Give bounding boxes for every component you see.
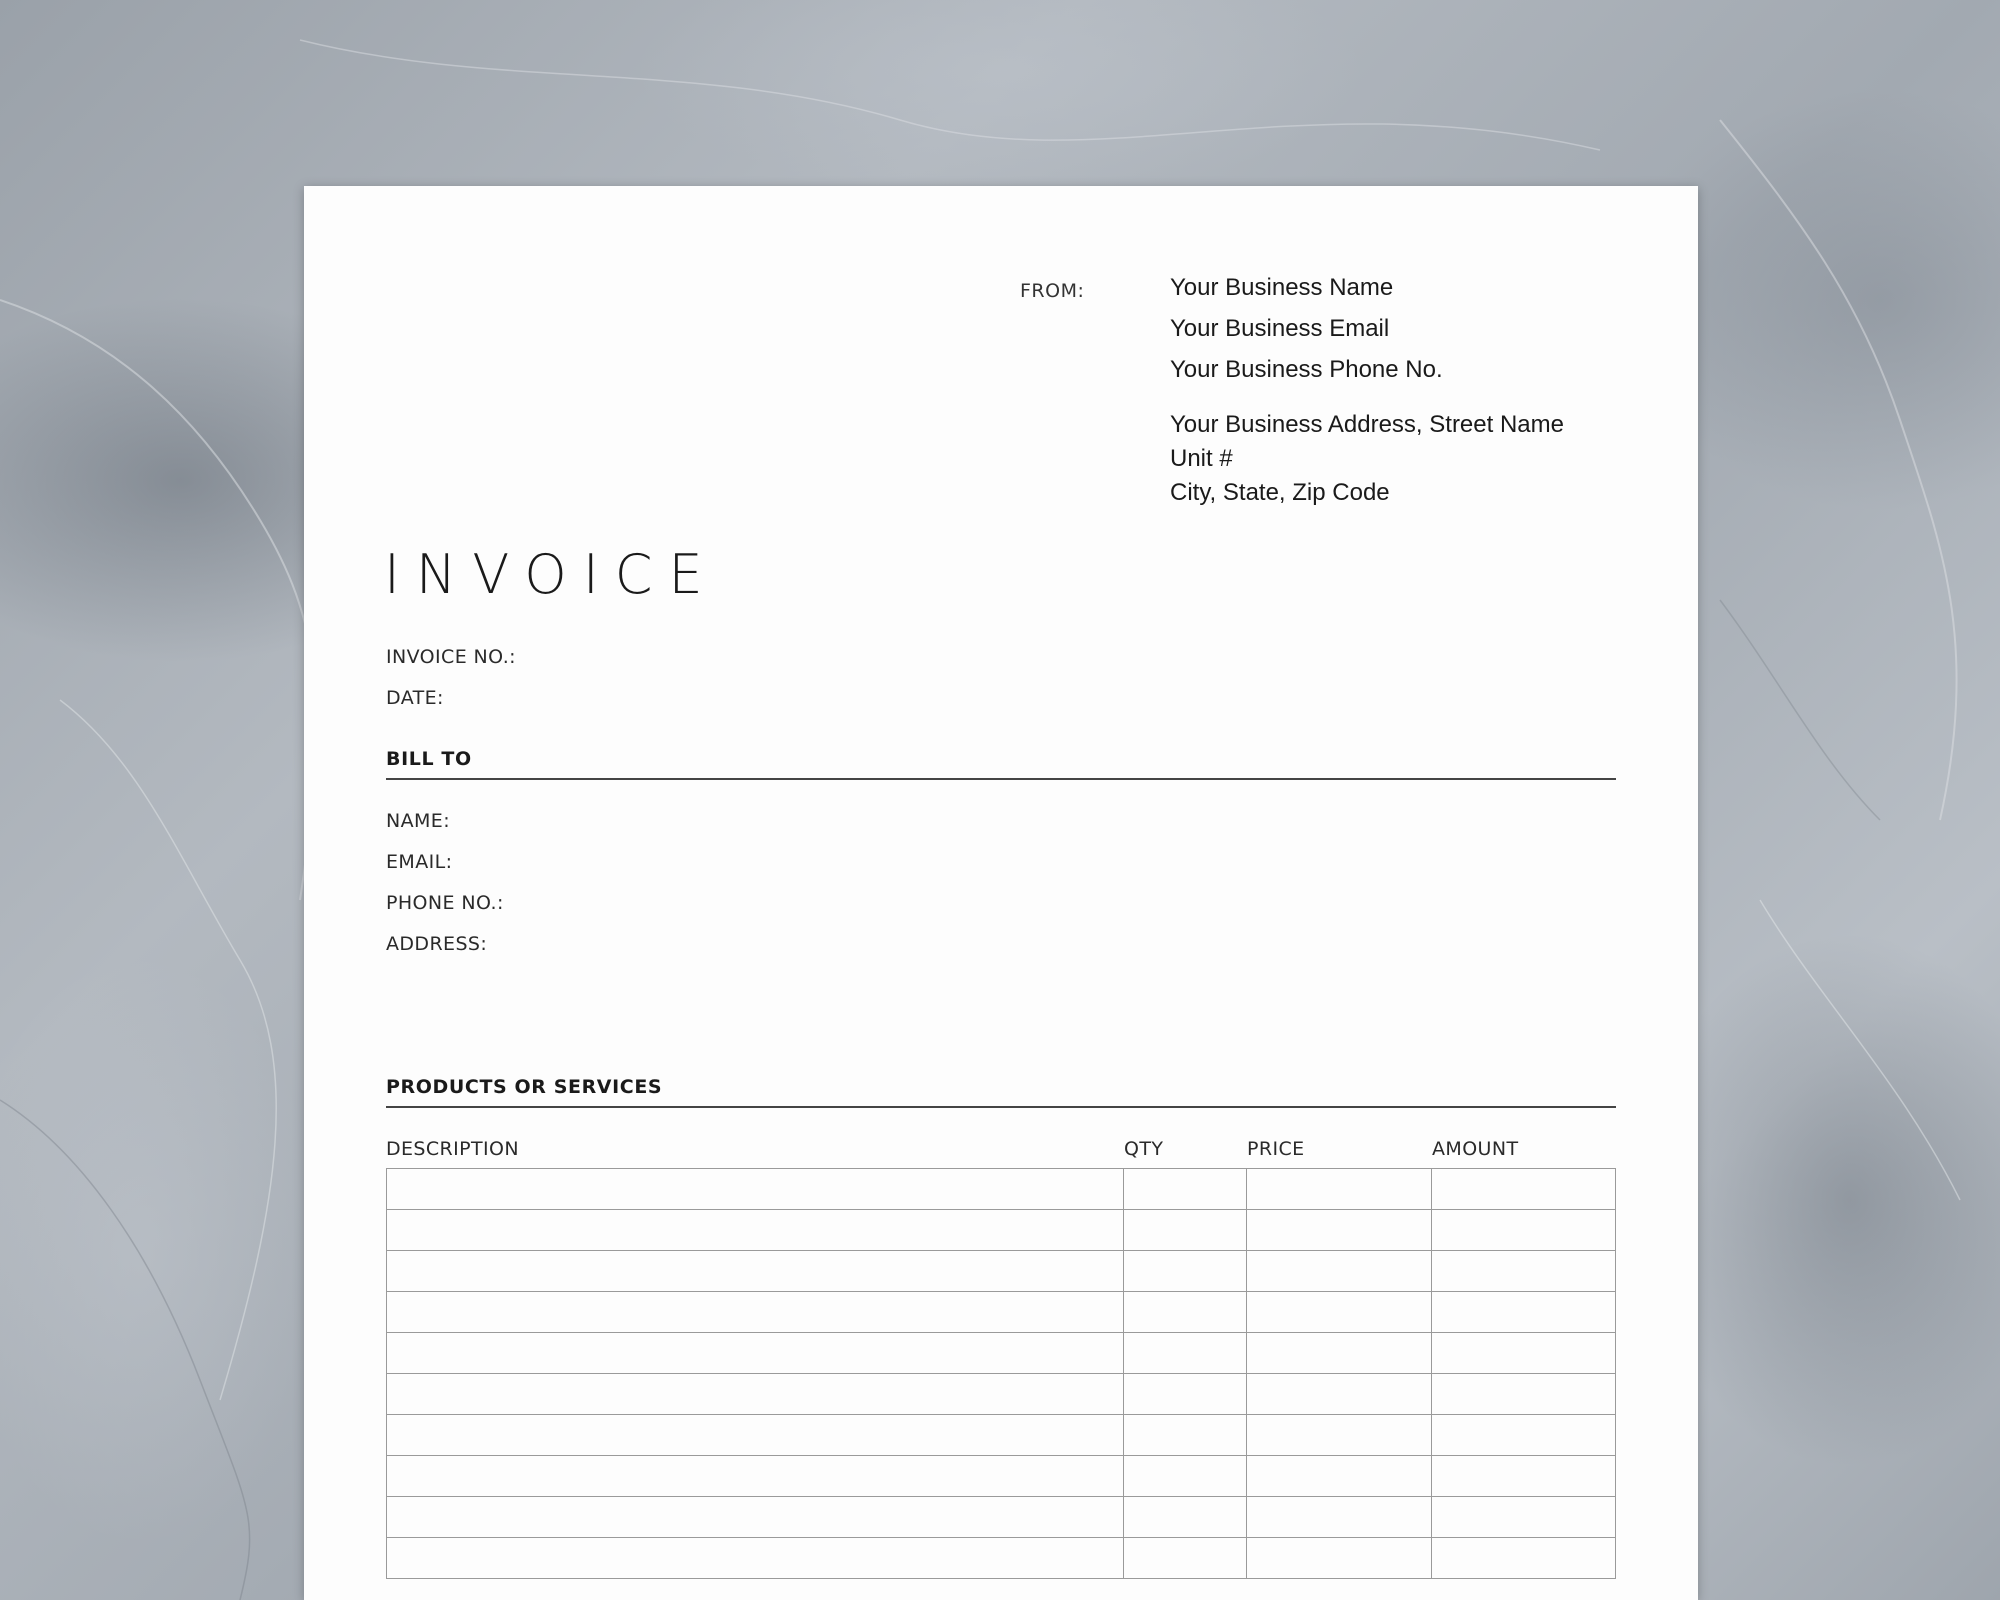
price-cell[interactable] bbox=[1247, 1456, 1432, 1497]
price-column-header: PRICE bbox=[1247, 1138, 1305, 1160]
amount-cell[interactable] bbox=[1432, 1169, 1616, 1210]
description-cell[interactable] bbox=[387, 1456, 1124, 1497]
from-label: FROM: bbox=[1020, 280, 1085, 302]
bill-to-heading: BILL TO bbox=[386, 748, 1616, 780]
business-email: Your Business Email bbox=[1170, 315, 1390, 342]
description-cell[interactable] bbox=[387, 1210, 1124, 1251]
invoice-title: INVOICE bbox=[384, 543, 719, 606]
qty-cell[interactable] bbox=[1124, 1210, 1247, 1251]
address-label: ADDRESS: bbox=[386, 933, 488, 955]
price-cell[interactable] bbox=[1247, 1497, 1432, 1538]
amount-cell[interactable] bbox=[1432, 1333, 1616, 1374]
description-cell[interactable] bbox=[387, 1497, 1124, 1538]
table-row bbox=[387, 1333, 1616, 1374]
amount-cell[interactable] bbox=[1432, 1210, 1616, 1251]
qty-cell[interactable] bbox=[1124, 1456, 1247, 1497]
email-label: EMAIL: bbox=[386, 851, 453, 873]
description-cell[interactable] bbox=[387, 1333, 1124, 1374]
price-cell[interactable] bbox=[1247, 1169, 1432, 1210]
qty-cell[interactable] bbox=[1124, 1169, 1247, 1210]
table-row bbox=[387, 1538, 1616, 1579]
description-cell[interactable] bbox=[387, 1415, 1124, 1456]
table-row bbox=[387, 1251, 1616, 1292]
qty-cell[interactable] bbox=[1124, 1415, 1247, 1456]
business-phone: Your Business Phone No. bbox=[1170, 356, 1443, 383]
description-column-header: DESCRIPTION bbox=[386, 1138, 520, 1160]
price-cell[interactable] bbox=[1247, 1292, 1432, 1333]
description-cell[interactable] bbox=[387, 1251, 1124, 1292]
price-cell[interactable] bbox=[1247, 1251, 1432, 1292]
address-line-1: Your Business Address, Street Name bbox=[1170, 411, 1564, 438]
amount-cell[interactable] bbox=[1432, 1456, 1616, 1497]
products-heading: PRODUCTS OR SERVICES bbox=[386, 1076, 1616, 1108]
table-row bbox=[387, 1497, 1616, 1538]
business-name: Your Business Name bbox=[1170, 274, 1394, 301]
line-items-table bbox=[386, 1168, 1616, 1579]
amount-cell[interactable] bbox=[1432, 1538, 1616, 1579]
qty-cell[interactable] bbox=[1124, 1333, 1247, 1374]
date-label: DATE: bbox=[386, 687, 444, 709]
qty-cell[interactable] bbox=[1124, 1374, 1247, 1415]
price-cell[interactable] bbox=[1247, 1374, 1432, 1415]
description-cell[interactable] bbox=[387, 1292, 1124, 1333]
amount-cell[interactable] bbox=[1432, 1292, 1616, 1333]
amount-column-header: AMOUNT bbox=[1432, 1138, 1519, 1160]
table-row bbox=[387, 1169, 1616, 1210]
description-cell[interactable] bbox=[387, 1538, 1124, 1579]
amount-cell[interactable] bbox=[1432, 1374, 1616, 1415]
from-details bbox=[1170, 274, 1564, 510]
table-row bbox=[387, 1456, 1616, 1497]
address-line-2: Unit # bbox=[1170, 445, 1233, 472]
qty-cell[interactable] bbox=[1124, 1292, 1247, 1333]
amount-cell[interactable] bbox=[1432, 1497, 1616, 1538]
table-row bbox=[387, 1415, 1616, 1456]
price-cell[interactable] bbox=[1247, 1333, 1432, 1374]
table-row bbox=[387, 1374, 1616, 1415]
invoice-sheet bbox=[304, 186, 1698, 1600]
table-row bbox=[387, 1292, 1616, 1333]
qty-column-header: QTY bbox=[1124, 1138, 1164, 1160]
description-cell[interactable] bbox=[387, 1169, 1124, 1210]
table-row bbox=[387, 1210, 1616, 1251]
price-cell[interactable] bbox=[1247, 1210, 1432, 1251]
price-cell[interactable] bbox=[1247, 1415, 1432, 1456]
name-label: NAME: bbox=[386, 810, 451, 832]
qty-cell[interactable] bbox=[1124, 1538, 1247, 1579]
business-address bbox=[1170, 408, 1564, 510]
amount-cell[interactable] bbox=[1432, 1251, 1616, 1292]
qty-cell[interactable] bbox=[1124, 1497, 1247, 1538]
description-cell[interactable] bbox=[387, 1374, 1124, 1415]
amount-cell[interactable] bbox=[1432, 1415, 1616, 1456]
price-cell[interactable] bbox=[1247, 1538, 1432, 1579]
phone-label: PHONE NO.: bbox=[386, 892, 504, 914]
invoice-no-label: INVOICE NO.: bbox=[386, 646, 516, 668]
qty-cell[interactable] bbox=[1124, 1251, 1247, 1292]
address-line-3: City, State, Zip Code bbox=[1170, 479, 1390, 506]
